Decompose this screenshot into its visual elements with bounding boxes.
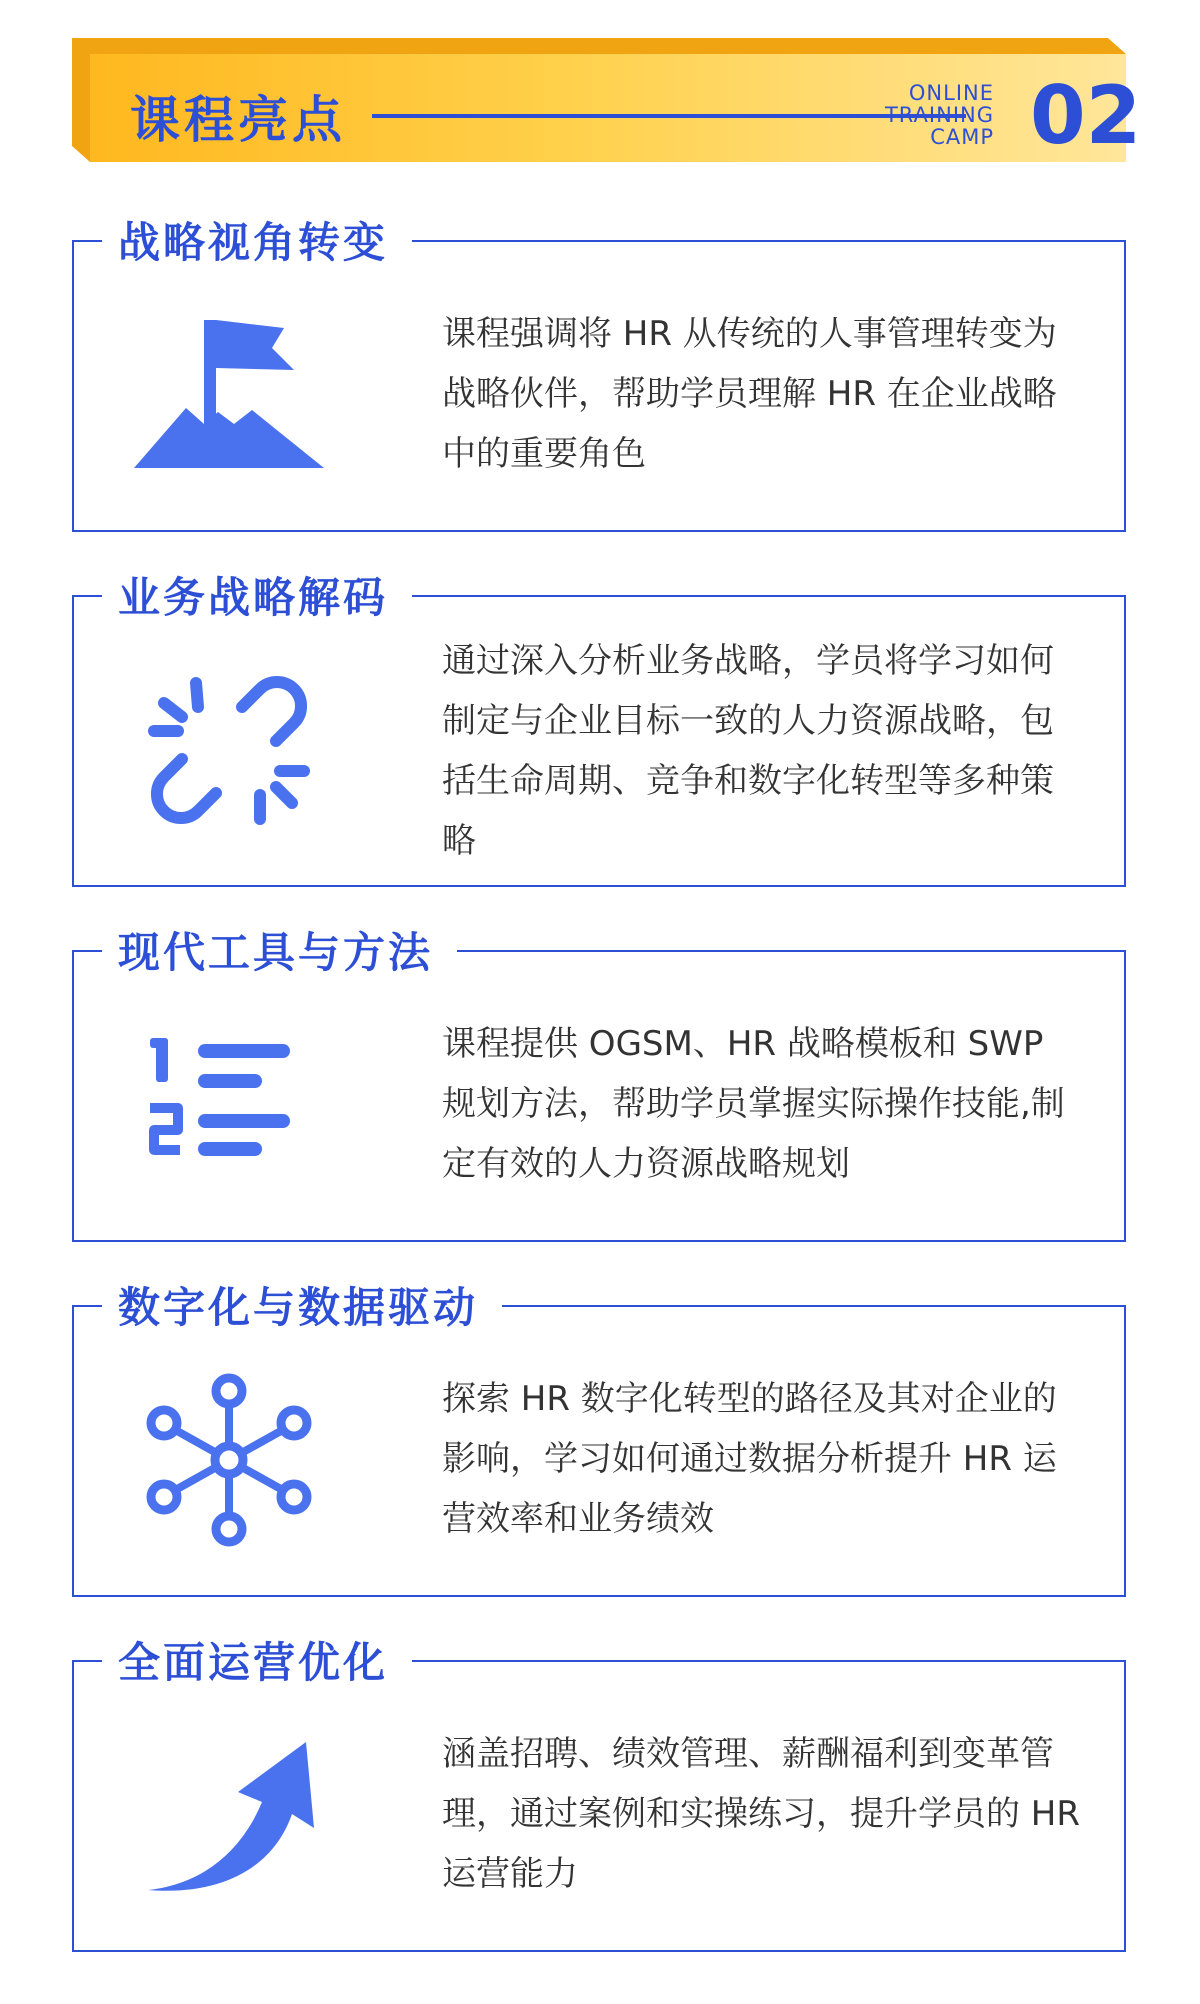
section-title: 全面运营优化 bbox=[118, 1638, 389, 1687]
section-text: 涵盖招聘、绩效管理、薪酬福利到变革管理，通过案例和实操练习，提升学员的 HR 运营能力 bbox=[442, 1734, 1080, 1894]
section-text: 通过深入分析业务战略，学员将学习如何制定与企业目标一致的人力资源战略，包括生命周期、竞争和数字化转型等多种策略 bbox=[442, 641, 1054, 861]
numbered-list-icon bbox=[134, 1010, 324, 1200]
section-title-wrap bbox=[102, 210, 412, 270]
section-text: 探索 HR 数字化转型的路径及其对企业的影响，学习如何通过数据分析提升 HR 运营效率和业务绩效 bbox=[442, 1379, 1057, 1539]
section-title-wrap bbox=[102, 1275, 502, 1335]
banner-tag-line: CAMP bbox=[930, 125, 994, 149]
section-text: 课程提供 OGSM、HR 战略模板和 SWP 规划方法，帮助学员掌握实际操作技能,制定有效的人力资源战略规划 bbox=[442, 1024, 1065, 1184]
header-banner bbox=[72, 38, 1142, 162]
section-title: 数字化与数据驱动 bbox=[118, 1283, 479, 1332]
mountain-flag-icon bbox=[134, 300, 324, 490]
banner-title: 课程亮点 bbox=[130, 91, 346, 149]
section-title: 业务战略解码 bbox=[118, 573, 389, 622]
banner-number: 02 bbox=[1030, 69, 1142, 162]
banner-tag-line: ONLINE bbox=[908, 81, 994, 105]
banner-tag-line: TRAINING bbox=[884, 103, 994, 127]
broken-link-icon bbox=[134, 655, 324, 845]
section-text: 课程强调将 HR 从传统的人事管理转变为战略伙伴，帮助学员理解 HR 在企业战略中的重要角色 bbox=[442, 314, 1057, 474]
section-title: 现代工具与方法 bbox=[118, 928, 434, 977]
network-hub-icon bbox=[134, 1365, 324, 1555]
section-title-wrap bbox=[102, 565, 412, 625]
growth-arrow-icon bbox=[134, 1720, 324, 1910]
section-title: 战略视角转变 bbox=[118, 218, 389, 267]
section-title-wrap bbox=[102, 920, 457, 980]
banner-divider-line bbox=[372, 114, 966, 118]
section-title-wrap bbox=[102, 1630, 412, 1690]
